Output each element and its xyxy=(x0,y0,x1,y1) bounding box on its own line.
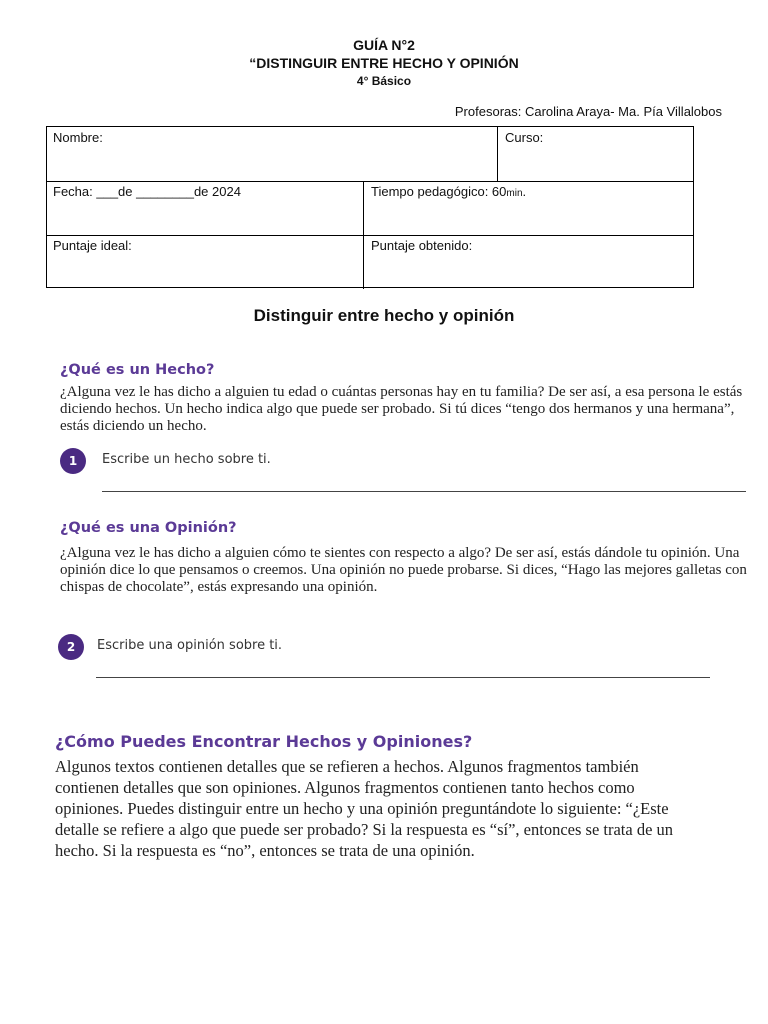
obtained-score-field[interactable]: Puntaje obtenido: xyxy=(371,238,473,253)
teachers-line: Profesoras: Carolina Araya- Ma. Pía Villalobos xyxy=(454,104,722,119)
grade-level: 4° Básico xyxy=(356,74,412,88)
opinion-paragraph: ¿Alguna vez le has dicho a alguien cómo te sientes con respecto a algo? De ser así, estás dándole tu opinión. Una opinión dice lo que pensamos o creemos. Una opinión no puede probarse. Si dices, “Hago las mejores galletas con chispas de chocolate”, estás expresando una opinión. xyxy=(60,545,747,595)
guide-title: “DISTINGUIR ENTRE HECHO Y OPINIÓN xyxy=(249,55,519,71)
find-heading: ¿Cómo Puedes Encontrar Hechos y Opiniones? xyxy=(55,732,473,751)
fact-task-prompt: Escribe un hecho sobre ti. xyxy=(102,452,271,467)
task-number-badge: 2 xyxy=(58,634,84,660)
name-field[interactable]: Nombre: xyxy=(53,130,103,145)
time-field xyxy=(365,181,532,202)
section-title: Distinguir entre hecho y opinión xyxy=(253,306,515,325)
student-info-table xyxy=(46,126,694,288)
fact-answer-line[interactable] xyxy=(102,491,746,492)
opinion-answer-line[interactable] xyxy=(96,677,710,678)
time-unit: min xyxy=(506,188,523,199)
task-number-badge: 1 xyxy=(60,448,86,474)
ideal-score-field[interactable]: Puntaje ideal: xyxy=(53,238,132,253)
time-end: . xyxy=(522,184,527,199)
opinion-heading: ¿Qué es una Opinión? xyxy=(60,520,237,536)
date-field[interactable]: Fecha: ___de ________de 2024 xyxy=(53,184,241,199)
course-field[interactable]: Curso: xyxy=(505,130,544,145)
time-label: Tiempo pedagógico: 60 xyxy=(371,184,507,199)
find-paragraph: Algunos textos contienen detalles que se refieren a hechos. Algunos fragmentos también contienen detalles que son opiniones. Algunos fragmentos contienen tanto hechos como opiniones. Puedes distinguir entre un hecho y una opinión preguntándote lo siguiente: “¿Este detalle se refiere a algo que puede ser probado? Si la respuesta es “sí”, entonces se trata de un hecho. Si la respuesta es “no”, entonces se trata de una opinión. xyxy=(55,757,674,860)
opinion-task-prompt: Escribe una opinión sobre ti. xyxy=(97,638,283,653)
fact-heading: ¿Qué es un Hecho? xyxy=(60,362,215,378)
fact-paragraph: ¿Alguna vez le has dicho a alguien tu edad o cuántas personas hay en tu familia? De ser así, a esa persona le estás diciendo hechos. Un hecho indica algo que puede ser probado. Si tú dices “tengo dos hermanos y una hermana”, estás diciendo un hecho. xyxy=(60,384,743,434)
guide-number: GUÍA N°2 xyxy=(353,37,415,53)
